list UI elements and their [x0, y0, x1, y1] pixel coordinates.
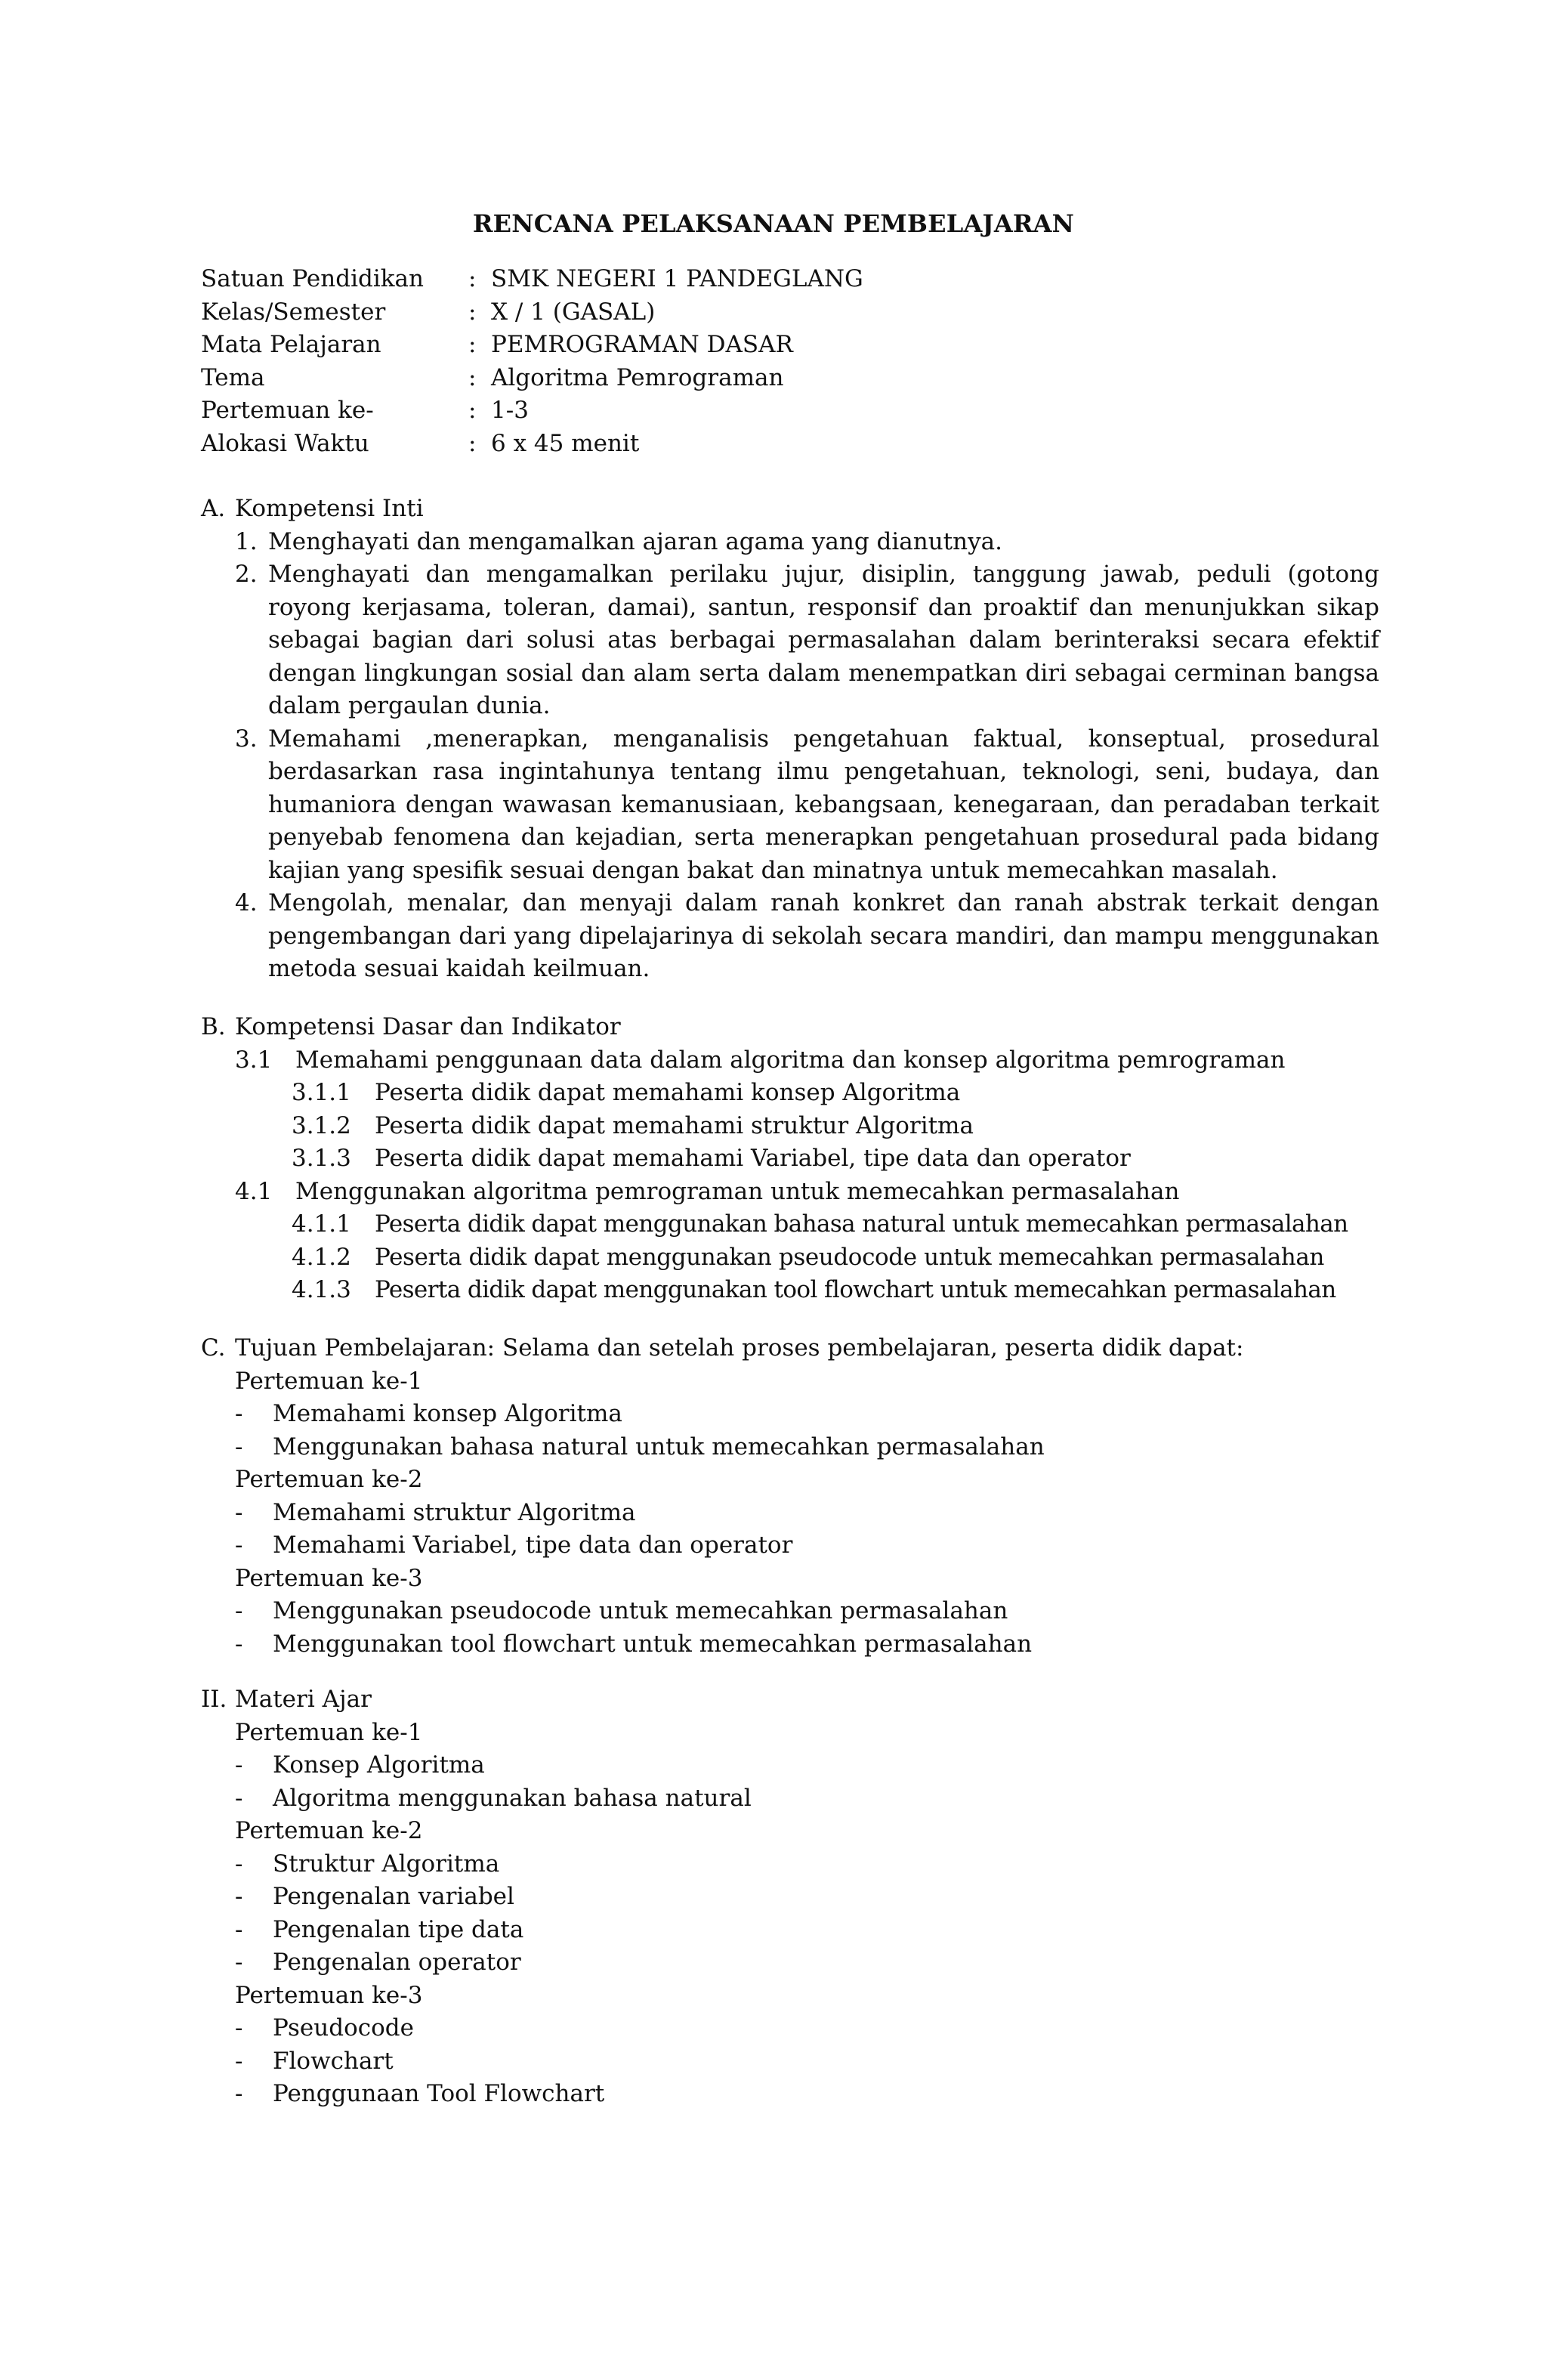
dash-bullet: -	[235, 1784, 243, 1812]
meta-row	[201, 428, 1410, 461]
meta-value: SMK NEGERI 1 PANDEGLANG	[491, 265, 863, 292]
kd-text: Memahami penggunaan data dalam algoritma dan konsep algoritma pemrograman	[295, 1046, 1286, 1074]
list-text: Flowchart	[273, 2047, 394, 2075]
list-text: Memahami ,menerapkan, menganalisis pengetahuan faktual, konseptual, prosedural berdasarkan rasa ingintahunya tentang ilmu pengetahuan, teknologi, seni, budaya, dan humaniora dengan wawasan kemanusiaan, kebangsaan, kenegaraan, dan peradaban terkait penyebab fenomena dan kejadian, serta menerapkan pengetahuan prosedural pada bidang kajian yang spesifik sesuai dengan bakat dan minatnya untuk memecahkan masalah.	[268, 725, 1379, 884]
section-materi-ajar	[201, 1683, 1379, 2111]
meta-row	[201, 263, 1410, 296]
dash-bullet: -	[235, 1597, 243, 1624]
meta-value: PEMROGRAMAN DASAR	[491, 331, 793, 358]
list-item	[201, 558, 1379, 723]
list-number: 3.	[235, 725, 258, 753]
meeting-label: Pertemuan ke-1	[235, 1718, 423, 1746]
indicator-item	[201, 1077, 1379, 1110]
dash-bullet: -	[235, 1400, 243, 1427]
meta-label: Satuan Pendidikan	[201, 265, 424, 292]
kd-number: 3.1	[235, 1046, 273, 1074]
list-item	[201, 1946, 1379, 1980]
section-letter: B.	[201, 1013, 226, 1040]
list-text: Menggunakan pseudocode untuk memecahkan permasalahan	[273, 1597, 1008, 1624]
list-number: 2.	[235, 561, 258, 588]
indicator-text: Peserta didik dapat memahami struktur Algoritma	[375, 1111, 974, 1139]
meta-value: 6 x 45 menit	[491, 429, 640, 457]
list-text: Menggunakan tool flowchart untuk memecahkan permasalahan	[273, 1630, 1033, 1658]
kd-item	[201, 1176, 1379, 1209]
section-title: Materi Ajar	[235, 1686, 372, 1713]
meeting-label: Pertemuan ke-2	[235, 1466, 423, 1493]
meta-label: Pertemuan ke-	[201, 397, 374, 424]
dash-bullet: -	[235, 1883, 243, 1910]
meta-row	[201, 362, 1410, 395]
list-item	[201, 2012, 1379, 2045]
meta-row	[201, 296, 1410, 329]
list-text: Memahami struktur Algoritma	[273, 1498, 636, 1526]
indicator-item	[201, 1208, 1379, 1241]
dash-bullet: -	[235, 1498, 243, 1526]
section-tujuan-pembelajaran	[201, 1332, 1379, 1661]
indicator-item	[201, 1110, 1379, 1143]
meta-label: Kelas/Semester	[201, 298, 386, 326]
list-item	[201, 1749, 1379, 1782]
meta-colon: :	[468, 298, 477, 326]
list-text: Pengenalan operator	[273, 1949, 521, 1976]
list-item	[201, 887, 1379, 986]
indicator-number: 4.1.3	[292, 1276, 351, 1303]
list-number: 4.	[235, 889, 258, 916]
meta-colon: :	[468, 397, 477, 424]
section-title: Kompetensi Dasar dan Indikator	[235, 1013, 621, 1040]
list-item	[201, 1848, 1379, 1881]
dash-bullet: -	[235, 2047, 243, 2075]
list-text: Menghayati dan mengamalkan perilaku jujur, disiplin, tanggung jawab, peduli (gotong royong kerjasama, toleran, damai), santun, responsif dan proaktif dan menunjukkan sikap sebagai bagian dari solusi atas berbagai permasalahan dalam berinteraksi secara efektif dengan lingkungan sosial dan alam serta dalam menempatkan diri sebagai cerminan bangsa dalam pergaulan dunia.	[268, 561, 1379, 719]
dash-bullet: -	[235, 1630, 243, 1658]
list-text: Struktur Algoritma	[273, 1850, 500, 1878]
indicator-number: 3.1.2	[292, 1111, 351, 1139]
meta-label: Mata Pelajaran	[201, 331, 381, 358]
identity-block	[201, 263, 1410, 460]
section-heading	[201, 1683, 1379, 1717]
list-item	[201, 526, 1379, 559]
list-text: Penggunaan Tool Flowchart	[273, 2080, 605, 2107]
section-letter: A.	[201, 495, 226, 522]
dash-bullet: -	[235, 2014, 243, 2042]
meta-label: Tema	[201, 363, 265, 391]
list-text: Pseudocode	[273, 2014, 414, 2042]
list-item	[201, 1497, 1379, 1530]
meta-colon: :	[468, 265, 477, 292]
indicator-number: 3.1.3	[292, 1145, 351, 1172]
indicator-item	[201, 1274, 1379, 1307]
list-item	[201, 1529, 1379, 1562]
kd-number: 4.1	[235, 1177, 273, 1205]
meeting-label: Pertemuan ke-3	[235, 1981, 423, 2009]
section-heading	[201, 493, 1379, 526]
meta-value: X / 1 (GASAL)	[491, 298, 656, 326]
list-item	[201, 2045, 1379, 2079]
indicator-item	[201, 1142, 1379, 1176]
indicator-number: 4.1.1	[292, 1210, 351, 1238]
meta-label: Alokasi Waktu	[201, 429, 369, 457]
dash-bullet: -	[235, 1433, 243, 1460]
section-title: Tujuan Pembelajaran: Selama dan setelah proses pembelajaran, peserta didik dapat:	[235, 1334, 1244, 1362]
list-item	[201, 1595, 1379, 1628]
list-text: Menggunakan bahasa natural untuk memecahkan permasalahan	[273, 1433, 1045, 1460]
meeting-label: Pertemuan ke-3	[235, 1564, 423, 1592]
list-item	[201, 1881, 1379, 1914]
meta-row	[201, 394, 1410, 428]
dash-bullet: -	[235, 1751, 243, 1779]
list-item	[201, 1398, 1379, 1431]
list-item	[201, 2078, 1379, 2111]
indicator-number: 3.1.1	[292, 1079, 351, 1106]
meta-row	[201, 329, 1410, 362]
meeting-label: Pertemuan ke-2	[235, 1817, 423, 1844]
indicator-text: Peserta didik dapat menggunakan pseudocode untuk memecahkan permasalahan	[375, 1243, 1324, 1271]
dash-bullet: -	[235, 1532, 243, 1559]
dash-bullet: -	[235, 2080, 243, 2107]
list-text: Memahami konsep Algoritma	[273, 1400, 622, 1427]
meta-colon: :	[468, 429, 477, 457]
kd-text: Menggunakan algoritma pemrograman untuk memecahkan permasalahan	[295, 1177, 1180, 1205]
document-title: RENCANA PELAKSANAAN PEMBELAJARAN	[472, 209, 1075, 238]
section-heading	[201, 1011, 1379, 1044]
list-text: Mengolah, menalar, dan menyaji dalam ranah konkret dan ranah abstrak terkait dengan pengembangan dari yang dipelajarinya di sekolah secara mandiri, dan mampu menggunakan metoda sesuai kaidah keilmuan.	[268, 889, 1379, 982]
list-item	[201, 1914, 1379, 1947]
list-text: Konsep Algoritma	[273, 1751, 485, 1779]
section-title: Kompetensi Inti	[235, 495, 424, 522]
list-text: Memahami Variabel, tipe data dan operator	[273, 1532, 793, 1559]
section-letter: C.	[201, 1334, 226, 1362]
dash-bullet: -	[235, 1915, 243, 1943]
list-text: Pengenalan tipe data	[273, 1915, 524, 1943]
indicator-text: Peserta didik dapat memahami konsep Algoritma	[375, 1079, 961, 1106]
meta-value: 1-3	[491, 397, 529, 424]
list-item	[201, 1782, 1379, 1816]
list-number: 1.	[235, 527, 258, 555]
meta-value: Algoritma Pemrograman	[491, 363, 784, 391]
list-item	[201, 1628, 1379, 1661]
list-text: Menghayati dan mengamalkan ajaran agama yang dianutnya.	[268, 527, 1002, 555]
section-kompetensi-dasar	[201, 1011, 1379, 1307]
list-item	[201, 723, 1379, 888]
list-text: Algoritma menggunakan bahasa natural	[273, 1784, 752, 1812]
list-text: Pengenalan variabel	[273, 1883, 514, 1910]
dash-bullet: -	[235, 1949, 243, 1976]
meta-colon: :	[468, 363, 477, 391]
dash-bullet: -	[235, 1850, 243, 1878]
section-letter: II.	[201, 1686, 227, 1713]
section-heading	[201, 1332, 1379, 1365]
kd-item	[201, 1044, 1379, 1077]
indicator-text: Peserta didik dapat menggunakan bahasa natural untuk memecahkan permasalahan	[375, 1210, 1348, 1238]
meeting-label: Pertemuan ke-1	[235, 1367, 423, 1395]
indicator-item	[201, 1241, 1379, 1275]
indicator-number: 4.1.2	[292, 1243, 351, 1271]
section-kompetensi-inti	[201, 493, 1379, 986]
indicator-text: Peserta didik dapat memahami Variabel, tipe data dan operator	[375, 1145, 1131, 1172]
meta-colon: :	[468, 331, 477, 358]
indicator-text: Peserta didik dapat menggunakan tool flowchart untuk memecahkan permasalahan	[375, 1276, 1336, 1303]
list-item	[201, 1431, 1379, 1464]
